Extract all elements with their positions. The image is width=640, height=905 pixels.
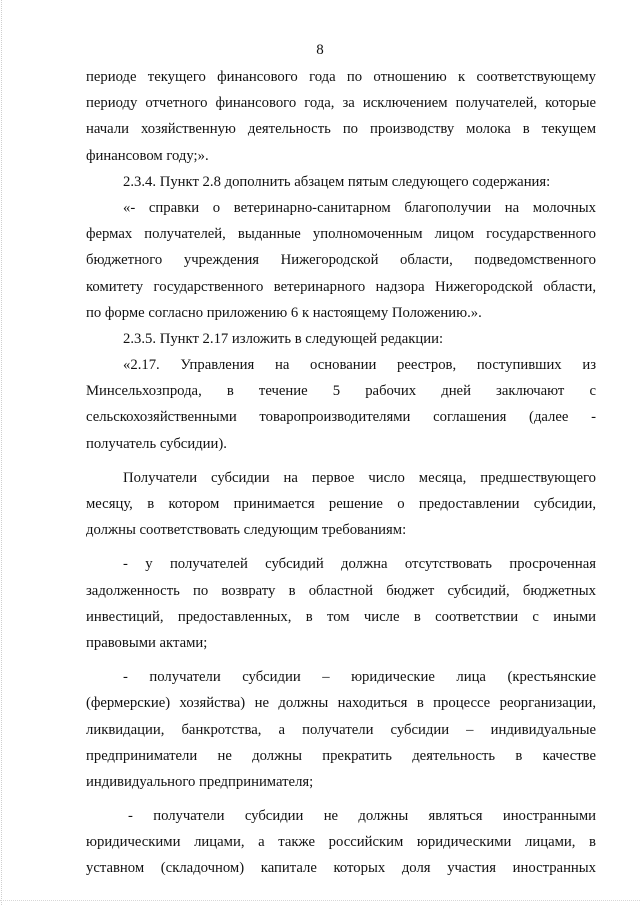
- text-line: (фермерские) хозяйства) не должны находиться в процессе реорганизации,: [86, 695, 596, 712]
- text-line: индивидуального предпринимателя;: [86, 773, 314, 790]
- text-line: сельскохозяйственными товаропроизводителями соглашения (далее -: [86, 409, 596, 426]
- text-line: «- справки о ветеринарно-санитарном благополучии на молочных: [123, 199, 596, 216]
- text-line: финансовом году;».: [86, 147, 209, 164]
- text-line: фермах получателей, выданные уполномоченным лицом государственного: [86, 226, 596, 243]
- text-line: «2.17. Управления на основании реестров, поступивших из: [123, 357, 596, 374]
- text-line: по форме согласно приложению 6 к настоящему Положению.».: [86, 304, 482, 321]
- text-line: уставном (складочном) капитале которых доля участия иностранных: [86, 860, 596, 877]
- text-line: периоду отчетного финансового года, за исключением получателей, которые: [86, 95, 596, 112]
- text-line: правовыми актами;: [86, 634, 208, 651]
- text-line: периоде текущего финансового года по отношению к соответствующему: [86, 69, 596, 85]
- page-number: 8: [316, 42, 324, 58]
- text-line: инвестиций, предоставленных, в том числе в соответствии с иными: [86, 608, 596, 625]
- text-line: ликвидации, банкротства, а получатели субсидии – индивидуальные: [86, 721, 596, 738]
- text-line: - у получателей субсидий должна отсутствовать просроченная: [123, 556, 596, 573]
- text-line: должны соответствовать следующим требованиям:: [86, 522, 407, 539]
- text-line: получатель субсидии).: [86, 435, 227, 452]
- text-line: Минсельхозпрода, в течение 5 рабочих дней заключают с: [86, 383, 596, 400]
- text-line: месяцу, в котором принимается решение о предоставлении субсидии,: [86, 496, 596, 512]
- text-line: - получатели субсидии не должны являться иностранными: [128, 808, 596, 825]
- text-line: предприниматели не должны прекратить деятельность в качестве: [86, 747, 596, 764]
- text-line: юридическими лицами, а также российским юридическими лицами, в: [86, 834, 596, 851]
- page-scan-bottom-edge: [0, 900, 640, 901]
- text-line: - получатели субсидии – юридические лица (крестьянские: [123, 669, 596, 686]
- text-line: комитету государственного ветеринарного надзора Нижегородской области,: [86, 278, 596, 295]
- page-scan-edge: [1, 0, 2, 905]
- document-body: [86, 64, 596, 882]
- text-line: задолженность по возврату в областной бюджет субсидий, бюджетных: [86, 582, 596, 599]
- text-line: Получатели субсидии на первое число месяца, предшествующего: [123, 469, 596, 486]
- text-line: бюджетного учреждения Нижегородской области, подведомственного: [86, 252, 596, 269]
- text-line: начали хозяйственную деятельность по производству молока в текущем: [86, 121, 596, 138]
- text-line: 2.3.5. Пункт 2.17 изложить в следующей редакции:: [123, 330, 444, 347]
- text-line: 2.3.4. Пункт 2.8 дополнить абзацем пятым следующего содержания:: [123, 173, 551, 190]
